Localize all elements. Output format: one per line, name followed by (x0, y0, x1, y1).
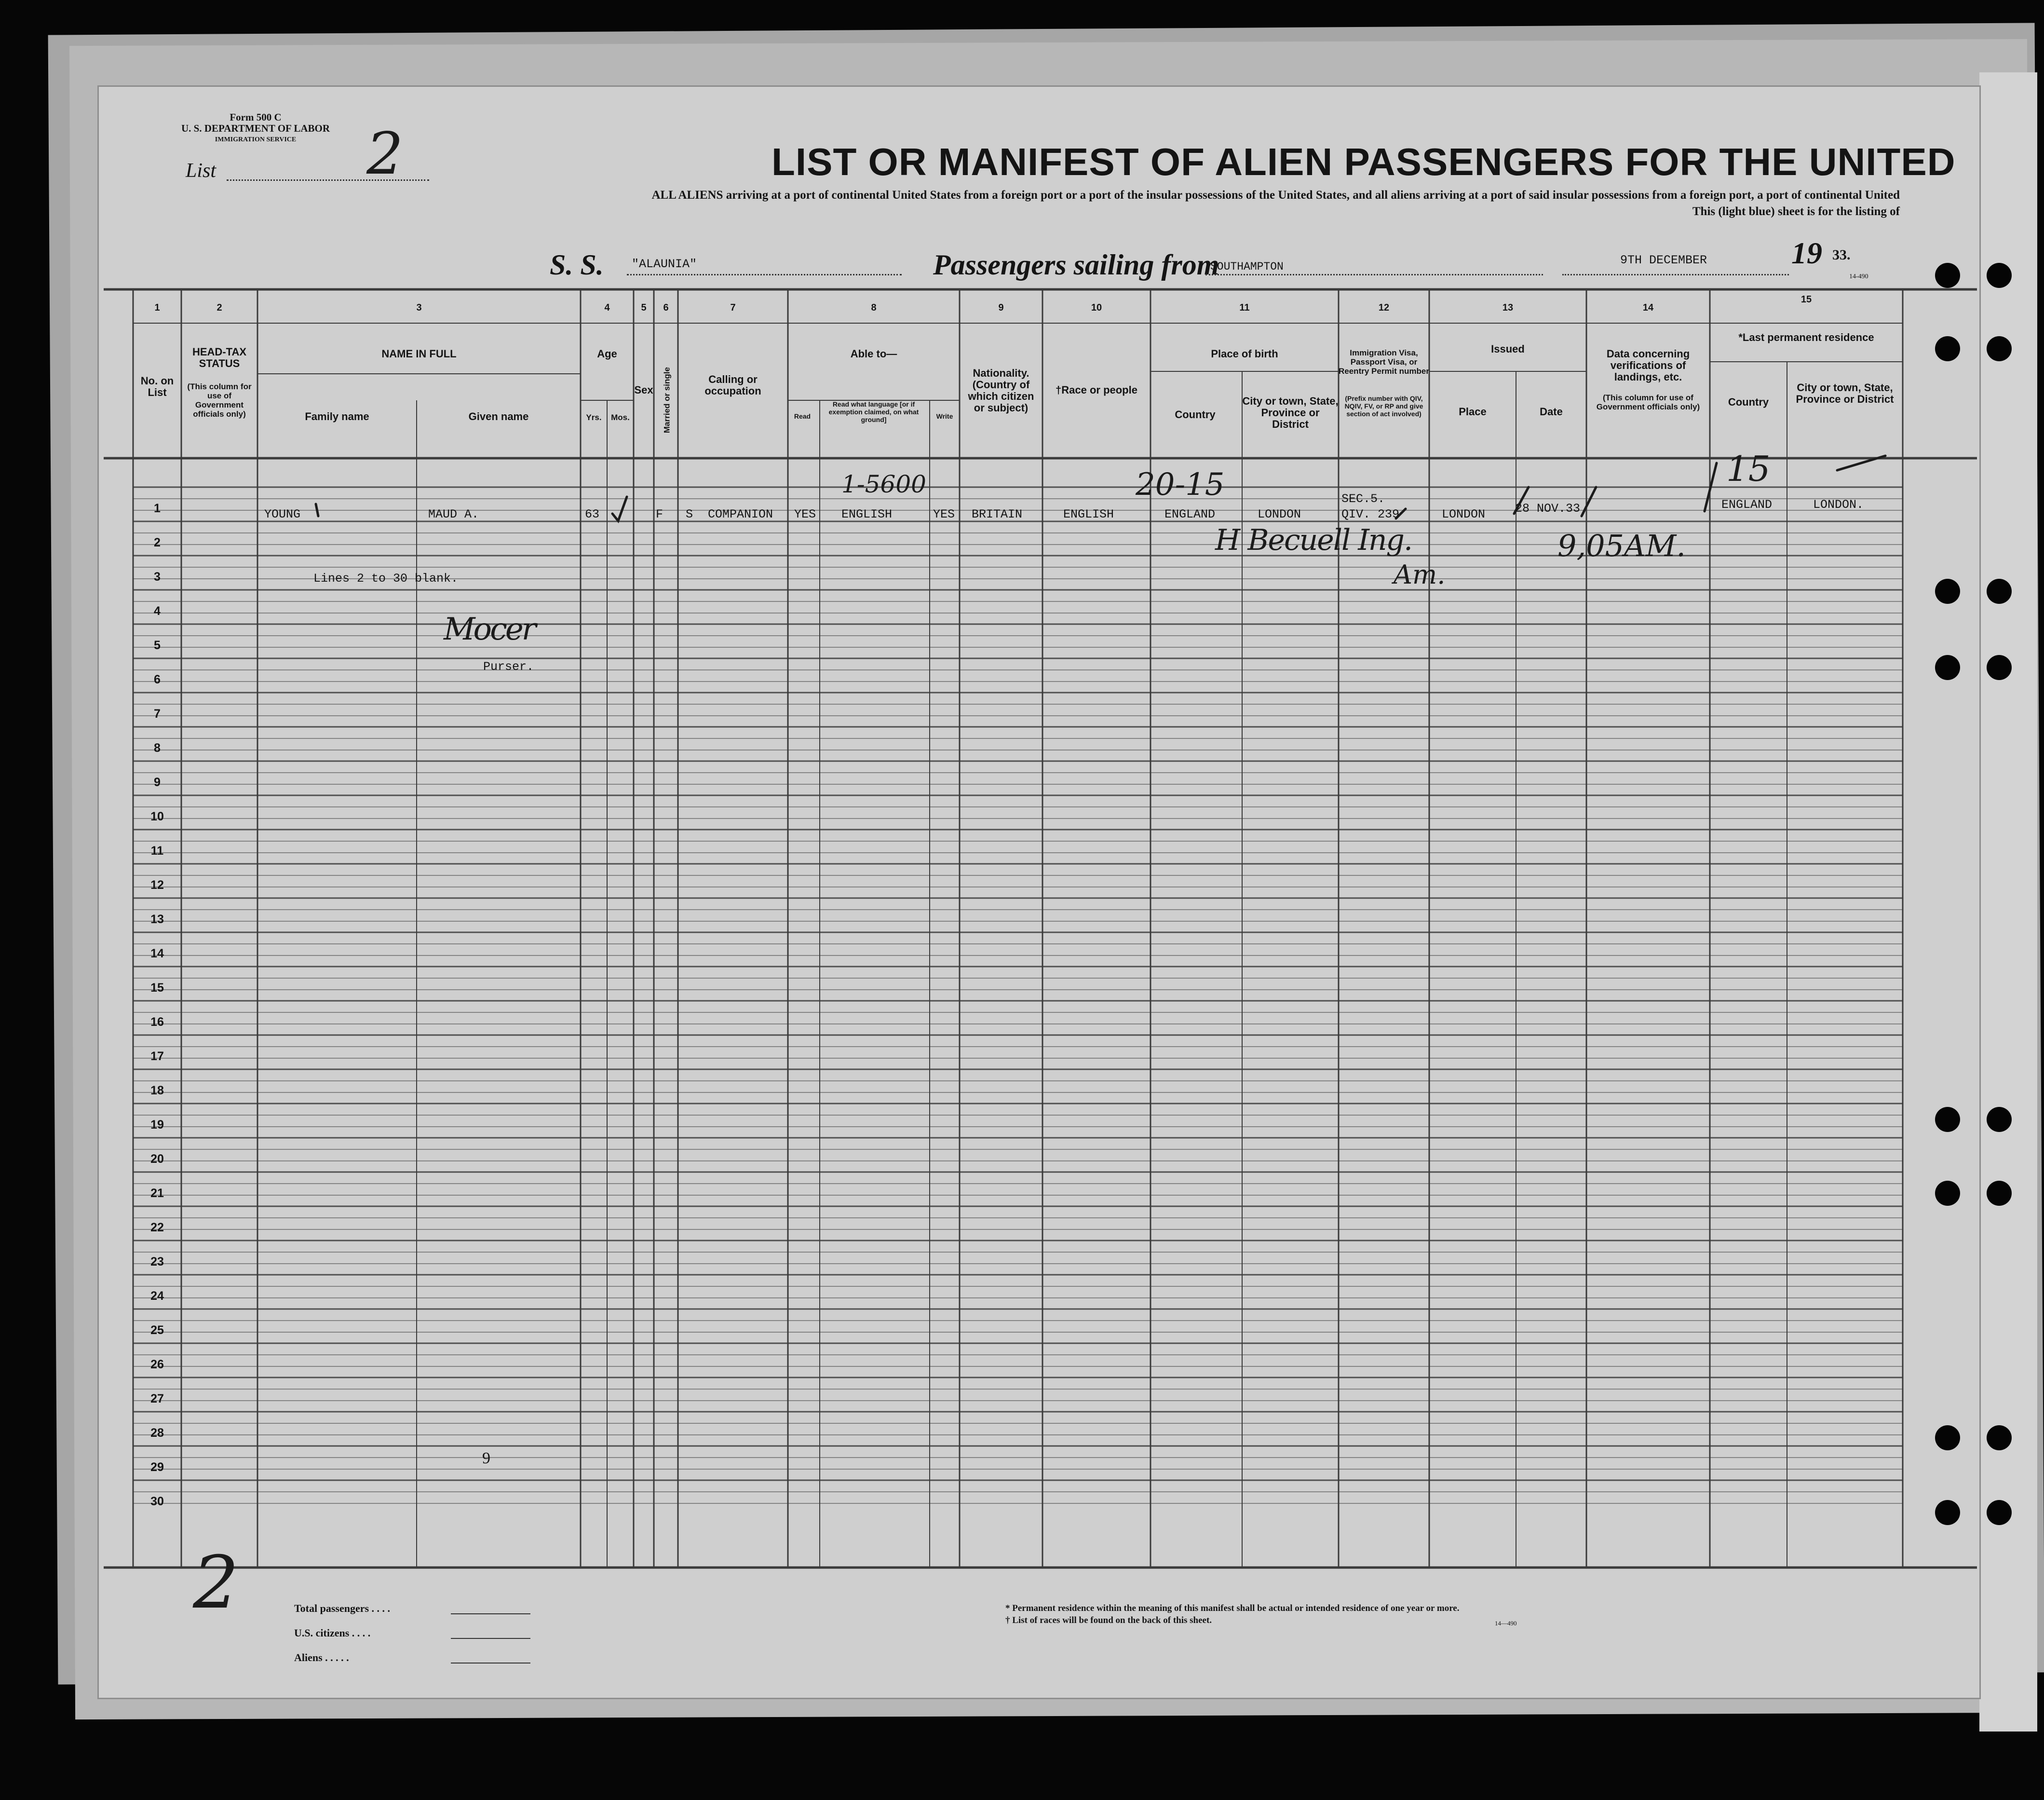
row-number: 9 (154, 776, 161, 789)
row-number: 7 (154, 707, 161, 721)
column-number: 2 (217, 302, 222, 313)
header-able-to: Able to— (850, 348, 897, 360)
handwritten-residence-code: 15 (1726, 449, 1771, 489)
header-married-or-single: Married or single (662, 367, 672, 433)
given-name-cell: MAUD A. (428, 507, 479, 521)
header-age-mos: Mos. (611, 413, 630, 422)
row-number: 3 (154, 570, 161, 584)
row-number: 28 (150, 1426, 164, 1440)
read-cell: YES (794, 507, 816, 521)
issued-place-cell: LONDON (1442, 507, 1486, 521)
column-number: 13 (1502, 302, 1514, 313)
visa-number-cell: QIV. 239 (1341, 507, 1400, 521)
row-number: 27 (150, 1392, 164, 1405)
row-number: 24 (150, 1289, 164, 1303)
header-head-tax-status: HEAD-TAX STATUS (192, 346, 247, 369)
handwritten-birth-code: 20-15 (1136, 467, 1225, 503)
handwritten-inspection-time: 9,05AM. (1557, 528, 1686, 563)
header-race-or-people: †Race or people (1056, 384, 1137, 396)
handwritten-language-code: 1-5600 (841, 470, 926, 498)
footnotes (1005, 1602, 1459, 1626)
row-number: 11 (150, 844, 164, 858)
header-read: Read (794, 412, 811, 420)
header-read-language: Read what language [or if exemption claimed, on what ground] (828, 400, 919, 423)
column-number: 12 (1378, 302, 1390, 313)
departure-port: SOUTHAMPTON (1210, 260, 1284, 273)
header-calling-or-occupation: Calling or occupation (704, 373, 761, 397)
header-head-tax-note: (This column for use of Government officials only) (187, 382, 252, 419)
header-birth-country: Country (1175, 409, 1216, 421)
residence-city-cell: LONDON. (1813, 498, 1864, 512)
nationality-cell: BRITAIN (972, 507, 1023, 521)
header-name-in-full: NAME IN FULL (381, 348, 457, 360)
row-number: 25 (150, 1323, 164, 1337)
form-title: LIST OR MANIFEST OF ALIEN PASSENGERS FOR THE UNITED (772, 140, 1956, 183)
header-family-name: Family name (305, 410, 369, 423)
purser-signature: Mocer (444, 612, 535, 647)
row-number: 8 (154, 741, 161, 755)
row-number: 10 (150, 810, 164, 823)
sailing-date: 9TH DECEMBER (1620, 253, 1707, 267)
header-data-concerning: Data concerning verifications of landings, etc. (1606, 348, 1690, 383)
row-number: 22 (150, 1221, 164, 1234)
header-issued: Issued (1491, 343, 1525, 355)
inspector-signature: H Becuell Ing. (1215, 523, 1412, 557)
write-cell: YES (933, 507, 955, 521)
birth-country-cell: ENGLAND (1164, 507, 1216, 521)
row-number: 13 (150, 913, 164, 926)
birth-city-cell: LONDON (1258, 507, 1301, 521)
visa-section-cell: SEC.5. (1341, 492, 1385, 506)
issued-date-cell: 28 NOV.33 (1515, 502, 1581, 516)
header-given-name: Given name (468, 410, 529, 423)
row-number: 30 (150, 1495, 164, 1508)
row-number: 17 (150, 1050, 164, 1063)
language-cell: ENGLISH (841, 507, 893, 521)
department-name: U. S. DEPARTMENT OF LABOR (181, 123, 330, 134)
total-passengers-line (451, 1613, 530, 1614)
list-label: List (186, 160, 217, 182)
ship-name: "ALAUNIA" (632, 257, 697, 271)
footnote-permanent-residence: * Permanent residence within the meaning of this manifest shall be actual or intended residence of one year or more. (1005, 1603, 1460, 1613)
row-29-mark: 9 (482, 1449, 490, 1467)
handwritten-am-note: Am. (1394, 559, 1446, 590)
header-data-note: (This column for use of Government officials only) (1596, 393, 1700, 411)
service-name: IMMIGRATION SERVICE (215, 136, 297, 143)
aliens-line (451, 1663, 530, 1664)
row-number: 26 (150, 1358, 164, 1371)
us-citizens-label: U.S. citizens . . . . (294, 1627, 371, 1639)
column-number: 10 (1091, 302, 1102, 313)
header-issued-place: Place (1459, 406, 1487, 418)
total-passengers-label: Total passengers . . . . (294, 1602, 391, 1614)
occupation-cell: COMPANION (708, 507, 773, 521)
form-number: Form 500 C (230, 111, 282, 123)
header-issued-date: Date (1540, 406, 1563, 418)
marital-status-cell: S (686, 507, 693, 521)
row-number: 2 (154, 536, 161, 549)
sailing-from-label: Passengers sailing from (933, 249, 1219, 281)
row-number: 1 (154, 502, 161, 515)
aliens-label: Aliens . . . . . (294, 1651, 349, 1664)
header-residence-city: City or town, State, Province or District (1796, 382, 1894, 405)
row-number: 18 (150, 1084, 164, 1097)
column-number: 4 (604, 302, 610, 313)
column-number: 6 (663, 302, 669, 313)
header-nationality: Nationality. (Country of which citizen or subject) (968, 367, 1034, 414)
header-no-on-list: No. on List (140, 375, 174, 398)
purser-label: Purser. (483, 660, 534, 674)
subtitle-line-1: ALL ALIENS arriving at a port of continental United States from a foreign port or a port of the insular possessions of the United States, and all aliens arriving at a port of said insular possessions from a foreign port, a port of continental United (651, 189, 1900, 202)
sex-cell: F (656, 507, 663, 521)
row-number: 19 (150, 1118, 164, 1132)
column-number: 14 (1642, 302, 1654, 313)
race-cell: ENGLISH (1063, 507, 1114, 521)
column-number: 5 (641, 302, 647, 313)
header-place-of-birth: Place of birth (1211, 348, 1278, 360)
column-number: 8 (871, 302, 877, 313)
header-visa-note: (Prefix number with QIV, NQIV, FV, or RP and give section of act involved) (1344, 395, 1423, 418)
us-citizens-line (451, 1638, 530, 1639)
header-sex: Sex (634, 384, 653, 396)
row-number: 6 (154, 673, 161, 686)
row-number: 5 (154, 639, 161, 652)
column-number: 3 (416, 302, 422, 313)
header-last-permanent-residence: *Last permanent residence (1738, 331, 1874, 343)
year-prefix: 19 (1791, 236, 1822, 270)
residence-country-cell: ENGLAND (1721, 498, 1773, 512)
header-age: Age (597, 348, 617, 360)
row-number: 16 (150, 1015, 164, 1029)
footnote-races: † List of races will be found on the back of this sheet. (1005, 1615, 1212, 1625)
column-number: 7 (730, 302, 736, 313)
row-number: 21 (150, 1186, 164, 1200)
row-number: 20 (150, 1152, 164, 1166)
list-number-handwritten: 2 (366, 121, 404, 188)
row-number: 29 (150, 1460, 164, 1474)
header-birth-city: City or town, State, Province or District (1242, 395, 1339, 430)
row-number: 12 (150, 878, 164, 892)
form-code: 14-490 (1849, 273, 1868, 280)
column-number: 15 (1800, 294, 1812, 305)
row-number: 14 (150, 947, 164, 960)
column-number: 11 (1239, 302, 1250, 313)
ss-label: S. S. (550, 249, 604, 281)
header-visa-number: Immigration Visa, Passport Visa, or Reentry Permit number (1339, 348, 1429, 376)
family-name-cell: YOUNG (264, 507, 301, 521)
year-suffix: 33. (1832, 247, 1851, 263)
handwritten-list-number: 2 (193, 1541, 239, 1625)
row-number: 4 (154, 604, 161, 618)
header-age-yrs: Yrs. (586, 413, 602, 422)
header-residence-country: Country (1728, 396, 1769, 408)
age-years-cell: 63 (585, 507, 600, 521)
row-number: 15 (150, 981, 164, 995)
column-number: 1 (154, 302, 160, 313)
column-number: 9 (998, 302, 1004, 313)
row-number: 23 (150, 1255, 164, 1268)
blank-lines-note: Lines 2 to 30 blank. (313, 572, 459, 586)
subtitle-line-2: This (light blue) sheet is for the listing of (1692, 205, 1900, 218)
footer-form-code: 14—490 (1495, 1620, 1517, 1627)
header-write: Write (936, 412, 953, 420)
